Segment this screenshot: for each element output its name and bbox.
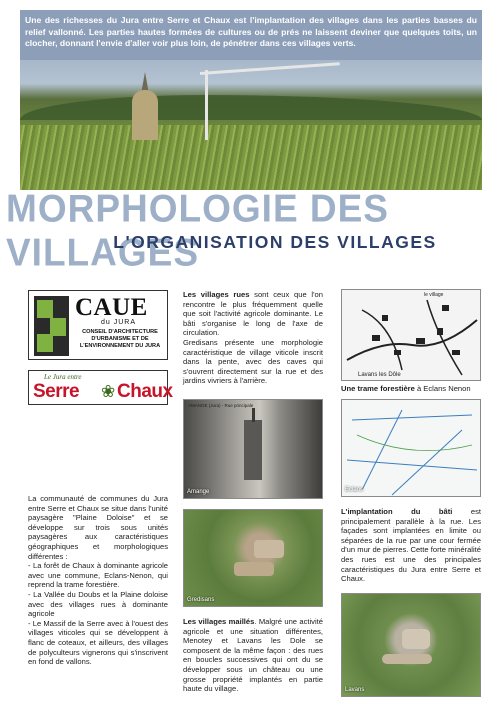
photo-hills	[20, 95, 482, 120]
page-title: MORPHOLOGIE DES VILLAGES	[6, 186, 389, 275]
church-tower	[132, 90, 158, 140]
caue-title: CAUE	[75, 294, 148, 321]
left-paragraph: - Le Massif de la Serre avec à l'ouest des villages viticoles qui se développent à flanc de coteaux, et ailleurs, des villages de polyculteurs vignerons qui s'inscrivent en fond de vallons.	[28, 618, 168, 667]
gredisans-paragraph: Gredisans présente une morphologie caractéristique de village viticole inscrit dans la pente, avec des caves qui s'ouvrent directement sur la rue et des jardins vivriers à l'arrière.	[183, 337, 323, 386]
villages-mailles-text	[183, 617, 323, 694]
map1-top-label: le village	[424, 292, 444, 298]
implantation-bati-text	[341, 507, 481, 584]
implantation-paragraph	[341, 507, 481, 584]
old-postcard-photo	[183, 399, 323, 499]
caue-description: CONSEIL D'ARCHITECTURE D'URBANISME ET DE L'ENVIRONNEMENT DU JURA	[79, 329, 161, 349]
villages-rues-heading: Les villages rues	[183, 290, 250, 299]
caue-logo	[28, 290, 168, 360]
village-plan-drawing	[342, 290, 481, 381]
photo-grass	[20, 125, 482, 190]
map1-label: Lavans les Dôle	[358, 372, 401, 378]
village-plan-lavans	[341, 289, 481, 381]
header-banner	[20, 10, 482, 190]
serre-logo-word-b: Chaux	[117, 381, 173, 402]
forest-map-eclans	[341, 399, 481, 497]
old-photo-caption: Amange	[187, 489, 210, 495]
crane-jib	[200, 62, 340, 75]
serre-logo-word-a: Serre	[33, 381, 80, 402]
trame-caption	[341, 384, 486, 394]
caue-subtitle: du JURA	[101, 319, 137, 326]
landscape-photo	[20, 60, 482, 190]
trame-heading: Une trame forestière	[341, 384, 415, 393]
villages-mailles-heading: Les villages maillés	[183, 617, 255, 626]
villages-mailles-body: . Malgré une activité agricole et une situation différentes, Menotey et Lavans les Dole se composent de la même façon : des rues en boucles successives qui ont du se développer sous un château ou une grosse propriété implantés en partie haute du village.	[183, 617, 323, 694]
villages-rues-body: sont ceux que l'on rencontre le plus fréquemment quelle que soit l'activité agricole dominante. Le bâti s'organise le long de l'axe de circulation.	[183, 290, 323, 338]
villages-rues-paragraph	[183, 290, 323, 338]
page-subtitle: L'ORGANISATION DES VILLAGES	[113, 232, 437, 252]
caue-mark-icon	[34, 296, 69, 356]
aerial-b-caption: Lavans	[345, 687, 365, 693]
forest-map-drawing	[342, 400, 481, 497]
implantation-heading: L'implantation du bâti	[341, 507, 453, 516]
intro-text: Une des richesses du Jura entre Serre et Chaux est l'implantation des villages dans les parties basses du relief vallonné. Les parties hautes formées de cultures ou de prés ne laissent deviner que quelques toits, un clocher, donnant l'envie d'aller voir plus loin, de pénétrer dans ces villages verts.	[25, 15, 477, 48]
trame-line	[341, 384, 486, 394]
left-column-text	[28, 494, 168, 667]
aerial-a-caption: Gredisans	[187, 597, 215, 603]
left-paragraph: - La forêt de Chaux à dominante agricole avec une commune, Eclans-Nenon, qui reprend la trame forestière.	[28, 561, 168, 590]
aerial-photo-gredisans	[183, 509, 323, 607]
left-paragraph: - La Vallée du Doubs et la Plaine doloise avec des villages rues à dominante agricole	[28, 589, 168, 619]
aerial-photo-lavans	[341, 593, 481, 697]
map2-caption: Eclans	[345, 487, 364, 493]
postcard-header: AMANGE (Jura) - Rue principale	[188, 403, 254, 408]
villages-rues-text	[183, 290, 323, 386]
villages-mailles-paragraph	[183, 617, 323, 694]
trame-body: à Eclans Nenon	[414, 384, 471, 393]
left-paragraph: La communauté de communes du Jura entre Serre et Chaux se situe dans l'unité paysagère "Plaine Doloise" et se développe sur trois sous unités paysagères aux caractéristiques géographiques et morphologiques différentes :	[28, 494, 168, 561]
leaf-icon: ❀	[101, 382, 116, 401]
serre-chaux-logo	[28, 370, 173, 405]
implantation-body: est principalement parallèle à la rue. Les façades sont implantées en limite ou séparées de la rue par une cour fermée d'un mur de pierres. Cette forte minéralité des rues est une des principales caractéristiques du Jura entre Serre et Chaux.	[341, 507, 481, 584]
serre-logo-tagline: Le Jura entre	[44, 373, 82, 381]
crane-mast	[205, 70, 208, 140]
